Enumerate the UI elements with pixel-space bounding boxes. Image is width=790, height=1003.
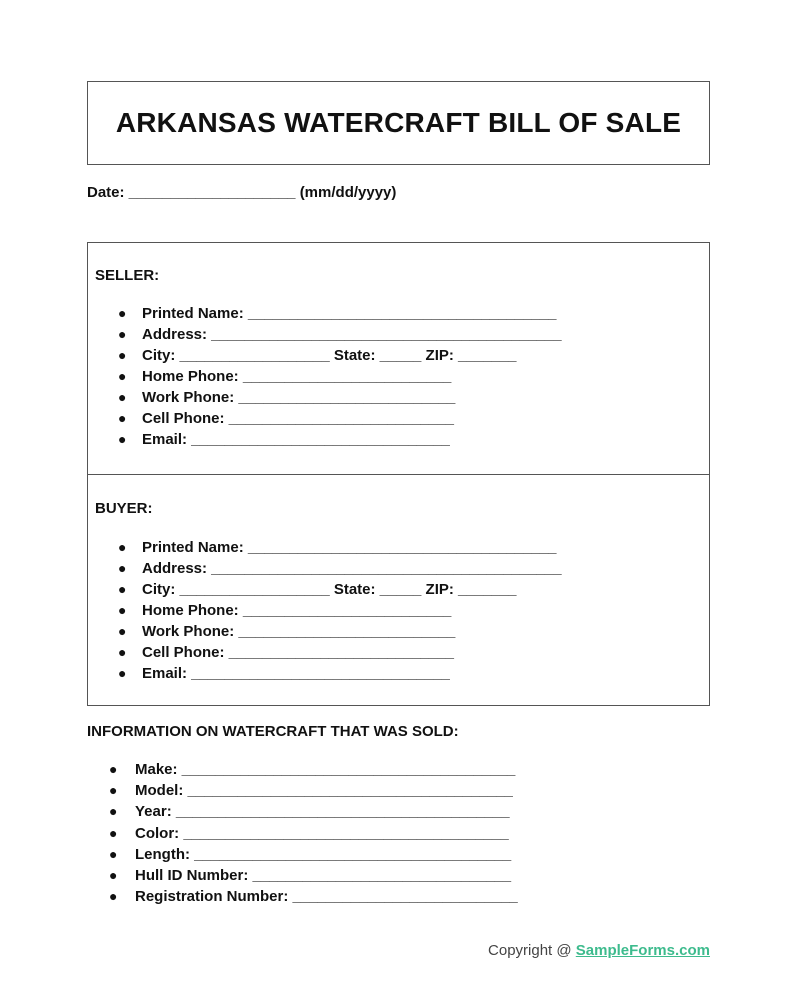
bullet-icon: ● — [109, 782, 118, 799]
bullet-icon: ● — [109, 761, 118, 777]
seller-heading: SELLER: — [95, 267, 160, 284]
copyright-prefix: Copyright @ — [488, 942, 576, 959]
watercraft-field-list — [87, 759, 518, 907]
seller-cell-phone-field: ● Cell Phone: ___________________________ — [118, 410, 454, 427]
title-box — [87, 81, 710, 165]
seller-field-list — [88, 303, 562, 450]
watercraft-length-field: ● Length: ______________________________________ — [87, 844, 518, 865]
bullet-icon: ● — [109, 866, 118, 883]
watercraft-registration-field: ● Registration Number: ___________________________ — [87, 886, 518, 907]
bullet-icon: ● — [118, 539, 127, 555]
date-field: Date: ____________________ (mm/dd/yyyy) — [87, 184, 397, 201]
bullet-icon: ● — [109, 845, 118, 862]
buyer-section — [87, 474, 710, 706]
seller-home-phone-field: ● Home Phone: _________________________ — [118, 368, 452, 385]
seller-section — [87, 242, 710, 475]
bullet-icon: ● — [118, 410, 127, 426]
bullet-icon: ● — [118, 560, 127, 576]
buyer-city-state-zip-field: ● City: __________________ State: _____ ZIP: _______ — [118, 581, 517, 598]
bullet-icon: ● — [118, 581, 127, 597]
bullet-icon: ● — [118, 644, 127, 660]
watercraft-hull-id-field: ● Hull ID Number: _______________________________ — [87, 865, 518, 886]
buyer-field-list — [88, 537, 562, 684]
watercraft-model-field: ● Model: _______________________________________ — [87, 780, 518, 801]
bullet-icon: ● — [118, 602, 127, 618]
document-title: ARKANSAS WATERCRAFT BILL OF SALE — [115, 107, 682, 138]
seller-printed-name-field: ● Printed Name: _____________________________________ — [118, 305, 557, 322]
bullet-icon: ● — [109, 803, 118, 820]
copyright-footer — [488, 942, 710, 959]
watercraft-color-field: ● Color: _______________________________________ — [87, 823, 518, 844]
seller-work-phone-field: ● Work Phone: __________________________ — [118, 389, 456, 406]
bullet-icon: ● — [118, 623, 127, 639]
buyer-work-phone-field: ● Work Phone: __________________________ — [118, 623, 456, 640]
seller-address-field: ● Address: __________________________________________ — [118, 326, 562, 343]
buyer-address-field: ● Address: __________________________________________ — [118, 560, 562, 577]
bullet-icon: ● — [109, 888, 118, 905]
watercraft-heading: INFORMATION ON WATERCRAFT THAT WAS SOLD: — [87, 723, 459, 740]
bullet-icon: ● — [118, 368, 127, 384]
bullet-icon: ● — [118, 305, 127, 321]
watercraft-make-field: ● Make: ________________________________________ — [87, 759, 518, 780]
buyer-home-phone-field: ● Home Phone: _________________________ — [118, 602, 452, 619]
bullet-icon: ● — [118, 665, 127, 681]
buyer-email-field: ● Email: _______________________________ — [118, 665, 450, 682]
buyer-printed-name-field: ● Printed Name: _____________________________________ — [118, 539, 557, 556]
bullet-icon: ● — [118, 326, 127, 342]
seller-city-state-zip-field: ● City: __________________ State: _____ ZIP: _______ — [118, 347, 517, 364]
bullet-icon: ● — [118, 347, 127, 363]
bullet-icon: ● — [118, 431, 127, 447]
watercraft-year-field: ● Year: ________________________________________ — [87, 801, 518, 822]
brand-link[interactable]: SampleForms.com — [575, 942, 710, 959]
buyer-cell-phone-field: ● Cell Phone: ___________________________ — [118, 644, 454, 661]
bullet-icon: ● — [109, 824, 118, 841]
bullet-icon: ● — [118, 389, 127, 405]
seller-email-field: ● Email: _______________________________ — [118, 431, 450, 448]
buyer-heading: BUYER: — [95, 500, 153, 517]
